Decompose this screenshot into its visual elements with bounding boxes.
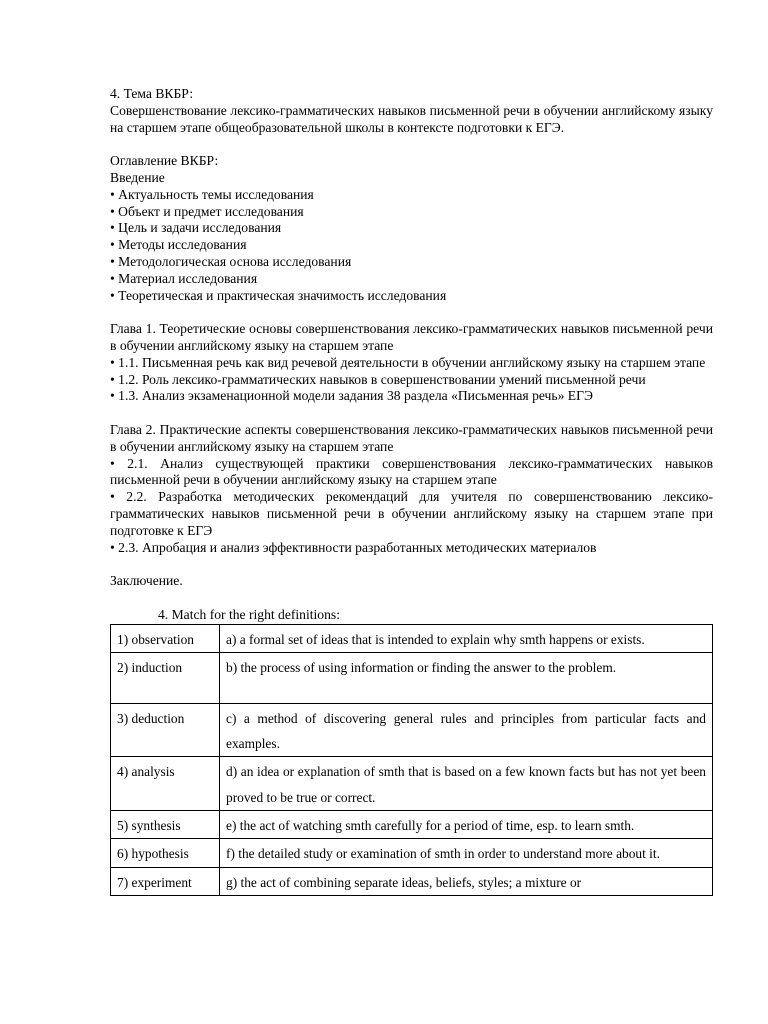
- topic-label: 4. Тема ВКБР:: [110, 86, 194, 101]
- definition-cell: e) the act of watching smth carefully for a period of time, esp. to learn smth.: [220, 810, 713, 838]
- contents-label: Оглавление ВКБР:: [110, 153, 219, 169]
- chapter1-item: • 1.2. Роль лексико-грамматических навыков в совершенствовании умений письменной речи: [110, 371, 646, 387]
- definition-cell: c) a method of discovering general rules and principles from particular facts and examples.: [220, 703, 713, 757]
- term-cell: 2) induction: [111, 652, 220, 703]
- chapter2-title: Глава 2. Практические аспекты совершенствования лексико-грамматических навыков письменной речи в обучении английскому языку на старшем этапе: [110, 421, 713, 454]
- intro-item: • Цель и задачи исследования: [110, 220, 282, 236]
- intro-item: • Методологическая основа исследования: [110, 253, 352, 269]
- table-row: [111, 839, 713, 867]
- document-page: [110, 86, 713, 896]
- table-row: [111, 757, 713, 811]
- definition-cell: d) an idea or explanation of smth that is based on a few known facts but has not yet been proved to be true or correct.: [220, 757, 713, 811]
- term-cell: 5) synthesis: [111, 810, 220, 838]
- table-row: [111, 867, 713, 895]
- definition-cell: a) a formal set of ideas that is intended to explain why smth happens or exists.: [220, 624, 713, 652]
- term-cell: 4) analysis: [111, 757, 220, 811]
- intro-item: • Теоретическая и практическая значимость исследования: [110, 287, 447, 303]
- definition-cell: g) the act of combining separate ideas, beliefs, styles; a mixture or: [220, 867, 713, 895]
- topic-text: Совершенствование лексико-грамматических навыков письменной речи в обучении английскому языку на старшем этапе общеобразовательной школы в контексте подготовки к ЕГЭ.: [110, 102, 713, 135]
- term-cell: 7) experiment: [111, 867, 220, 895]
- chapter2-item: • 2.3. Апробация и анализ эффективности разработанных методических материалов: [110, 539, 597, 555]
- match-table: [110, 624, 713, 896]
- task-title: 4. Match for the right definitions:: [158, 606, 340, 622]
- chapter1-item: • 1.3. Анализ экзаменационной модели задания 38 раздела «Письменная речь» ЕГЭ: [110, 388, 593, 404]
- term-cell: 1) observation: [111, 624, 220, 652]
- conclusion: Заключение.: [110, 573, 183, 589]
- term-cell: 3) deduction: [111, 703, 220, 757]
- table-row: [111, 624, 713, 652]
- table-row: [111, 810, 713, 838]
- chapter1-item: • 1.1. Письменная речь как вид речевой деятельности в обучении английскому языку на старшем этапе: [110, 354, 706, 370]
- chapter1-title: Глава 1. Теоретические основы совершенствования лексико-грамматических навыков письменной речи в обучении английскому языку на старшем этапе: [110, 321, 713, 353]
- term-cell: 6) hypothesis: [111, 839, 220, 867]
- definition-cell: f) the detailed study or examination of smth in order to understand more about it.: [220, 839, 713, 867]
- table-row: [111, 652, 713, 703]
- intro-title: Введение: [110, 169, 165, 185]
- definition-cell: b) the process of using information or finding the answer to the problem.: [220, 652, 713, 703]
- intro-item: • Материал исследования: [110, 270, 258, 286]
- chapter2-item: • 2.2. Разработка методических рекомендаций для учителя по совершенствованию лексико-грамматических навыков письменной речи в обучении английскому языку на старшем этапе при подготовке к ЕГЭ: [110, 489, 713, 538]
- table-row: [111, 703, 713, 757]
- intro-item: • Методы исследования: [110, 237, 247, 253]
- chapter2-item: • 2.1. Анализ существующей практики совершенствования лексико-грамматических навыков письменной речи в обучении английскому языку на старшем этапе: [110, 455, 713, 488]
- intro-item: • Актуальность темы исследования: [110, 186, 314, 202]
- intro-item: • Объект и предмет исследования: [110, 203, 304, 219]
